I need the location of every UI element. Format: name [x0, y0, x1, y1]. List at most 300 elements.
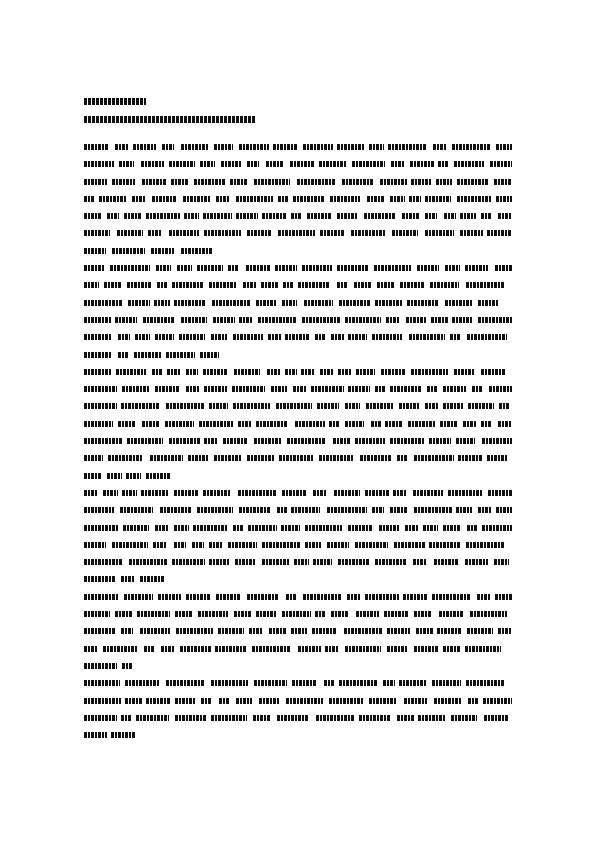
word-block: [155, 525, 168, 531]
word-block: [375, 386, 385, 392]
word-block: [175, 698, 195, 704]
word-block: [304, 300, 333, 306]
word-block: [448, 490, 482, 496]
word-block: [166, 403, 204, 409]
word-block: [141, 490, 169, 496]
word-block: [221, 161, 242, 167]
word-block: [124, 594, 153, 600]
text-line: [84, 248, 512, 254]
word-block: [399, 680, 426, 686]
word-block: [285, 369, 297, 375]
word-block: [460, 213, 476, 219]
word-block: [477, 594, 490, 600]
word-block: [126, 473, 141, 479]
word-block: [375, 559, 407, 565]
word-block: [303, 144, 333, 150]
word-block: [123, 525, 149, 531]
word-block: [291, 507, 320, 513]
word-block: [331, 334, 344, 340]
word-block: [271, 386, 287, 392]
word-block: [258, 317, 296, 323]
word-block: [481, 213, 492, 219]
word-block: [410, 161, 434, 167]
word-block: [121, 576, 134, 582]
word-block: [175, 715, 206, 721]
word-block: [431, 317, 448, 323]
word-block: [215, 646, 247, 652]
word-block: [344, 628, 383, 634]
word-block: [183, 196, 211, 202]
word-block: [169, 161, 195, 167]
word-block: [200, 161, 215, 167]
word-block: [146, 698, 171, 704]
word-block: [456, 507, 472, 513]
word-block: [444, 213, 456, 219]
word-block: [320, 230, 345, 236]
word-block: [414, 455, 454, 461]
word-block: [498, 213, 512, 219]
word-block: [425, 230, 454, 236]
word-block: [281, 525, 300, 531]
word-block: [456, 438, 475, 444]
word-block: [498, 421, 512, 427]
word-block: [172, 559, 205, 565]
word-block: [443, 525, 461, 531]
word-block: [345, 403, 360, 409]
word-block: [174, 300, 206, 306]
paragraph: [84, 680, 512, 738]
word-block: [337, 265, 369, 271]
word-block: [181, 317, 207, 323]
word-block: [432, 680, 461, 686]
word-block: [325, 646, 338, 652]
word-block: [399, 403, 419, 409]
word-block: [295, 421, 325, 427]
word-block: [364, 213, 396, 219]
word-block: [384, 611, 408, 617]
word-block: [137, 611, 170, 617]
word-block: [356, 611, 379, 617]
word-block: [213, 317, 235, 323]
word-block: [84, 334, 112, 340]
word-block: [209, 559, 229, 565]
word-block: [155, 386, 179, 392]
document-body: [84, 144, 512, 749]
word-block: [404, 698, 427, 704]
word-block: [434, 559, 459, 565]
word-block: [256, 611, 277, 617]
word-block: [84, 161, 114, 167]
text-line: [84, 455, 512, 461]
word-block: [107, 473, 122, 479]
word-block: [429, 542, 461, 548]
text-line: [84, 421, 512, 427]
word-block: [356, 369, 375, 375]
word-block: [393, 490, 407, 496]
word-block: [407, 300, 438, 306]
word-block: [277, 715, 309, 721]
word-block: [452, 144, 491, 150]
word-block: [142, 179, 166, 185]
word-block: [119, 161, 134, 167]
word-block: [338, 559, 369, 565]
word-block: [120, 507, 153, 513]
word-block: [397, 715, 414, 721]
word-block: [239, 317, 253, 323]
word-block: [273, 144, 298, 150]
word-block: [423, 525, 438, 531]
word-block: [112, 248, 145, 254]
word-block: [282, 611, 311, 617]
word-block: [437, 628, 461, 634]
word-block: [465, 265, 488, 271]
word-block: [490, 161, 512, 167]
word-block: [193, 525, 227, 531]
word-block: [465, 646, 501, 652]
word-block: [154, 300, 170, 306]
word-block: [290, 161, 314, 167]
word-block: [359, 715, 391, 721]
word-block: [84, 300, 122, 306]
word-block: [152, 369, 162, 375]
word-block: [313, 559, 332, 565]
word-block: [278, 230, 315, 236]
word-block: [228, 542, 257, 548]
word-block: [460, 230, 483, 236]
word-block: [425, 196, 451, 202]
word-block: [482, 525, 512, 531]
word-block: [167, 369, 181, 375]
word-block: [211, 680, 248, 686]
word-block: [209, 403, 228, 409]
word-block: [192, 542, 204, 548]
text-line: [84, 732, 512, 738]
word-block: [454, 161, 484, 167]
word-block: [203, 213, 232, 219]
word-block: [146, 213, 180, 219]
word-block: [413, 490, 443, 496]
word-block: [319, 455, 354, 461]
word-block: [84, 179, 107, 185]
word-block: [186, 594, 211, 600]
word-block: [197, 507, 233, 513]
word-block: [262, 542, 300, 548]
word-block: [334, 490, 360, 496]
word-block: [390, 196, 405, 202]
word-block: [118, 334, 130, 340]
word-block: [496, 144, 512, 150]
word-block: [174, 490, 199, 496]
word-block: [402, 213, 420, 219]
word-block: [417, 265, 439, 271]
word-block: [169, 230, 199, 236]
word-block: [188, 455, 208, 461]
word-block: [365, 490, 389, 496]
word-block: [248, 525, 277, 531]
word-block: [499, 403, 509, 409]
word-block: [121, 628, 133, 634]
word-block: [369, 144, 384, 150]
word-block: [445, 265, 460, 271]
word-block: [400, 282, 425, 288]
word-block: [292, 680, 317, 686]
word-block: [266, 161, 283, 167]
text-line: [84, 576, 512, 582]
text-line: [84, 144, 512, 150]
word-block: [286, 698, 323, 704]
word-block: [127, 438, 163, 444]
word-block: [337, 144, 364, 150]
word-block: [291, 213, 301, 219]
word-block: [369, 698, 397, 704]
word-block: [84, 490, 97, 496]
word-block: [216, 196, 230, 202]
word-block: [84, 438, 122, 444]
word-block: [146, 473, 171, 479]
word-block: [103, 646, 138, 652]
word-block: [413, 559, 427, 565]
word-block: [337, 282, 348, 288]
word-block: [392, 230, 418, 236]
word-block: [339, 680, 377, 686]
word-block: [161, 646, 175, 652]
word-block: [214, 144, 233, 150]
word-block: [153, 542, 167, 548]
word-block: [128, 300, 150, 306]
word-block: [166, 680, 204, 686]
word-block: [285, 334, 310, 340]
word-block: [279, 455, 313, 461]
text-line: [84, 490, 512, 496]
word-block: [243, 282, 256, 288]
word-block: [84, 611, 110, 617]
text-line: [84, 352, 512, 358]
word-block: [467, 525, 477, 531]
word-block: [445, 300, 473, 306]
word-block: [317, 403, 339, 409]
word-block: [352, 161, 385, 167]
word-block: [301, 369, 315, 375]
word-block: [259, 698, 280, 704]
word-block: [84, 455, 103, 461]
word-block: [315, 334, 325, 340]
word-block: [203, 490, 231, 496]
word-block: [218, 628, 244, 634]
word-block: [406, 317, 426, 323]
word-block: [239, 507, 270, 513]
word-block: [203, 369, 228, 375]
word-block: [166, 352, 195, 358]
word-block: [416, 628, 433, 634]
text-line: [84, 542, 512, 548]
word-block: [122, 490, 137, 496]
word-block: [293, 386, 306, 392]
word-block: [204, 386, 227, 392]
word-block: [418, 715, 445, 721]
word-block: [436, 179, 452, 185]
word-block: [84, 628, 115, 634]
word-block: [487, 230, 512, 236]
word-block: [463, 421, 476, 427]
word-block: [211, 334, 227, 340]
word-block: [277, 507, 287, 513]
word-block: [348, 386, 370, 392]
word-block: [286, 594, 297, 600]
word-block: [466, 542, 504, 548]
text-line: [84, 230, 512, 236]
word-block: [122, 663, 133, 669]
word-block: [239, 144, 269, 150]
word-block: [414, 507, 452, 513]
word-block: [156, 265, 171, 271]
word-block: [84, 542, 106, 548]
text-line: [84, 680, 512, 686]
word-block: [390, 438, 424, 444]
word-block: [371, 421, 381, 427]
word-block: [430, 282, 459, 288]
word-block: [84, 680, 120, 686]
word-block: [180, 646, 211, 652]
text-line: [84, 300, 512, 306]
word-block: [160, 507, 192, 513]
word-block: [360, 455, 391, 461]
word-block: [305, 542, 321, 548]
word-block: [200, 352, 219, 358]
word-block: [247, 230, 271, 236]
word-block: [388, 144, 426, 150]
word-block: [329, 698, 364, 704]
text-line: [84, 698, 512, 704]
word-block: [337, 213, 357, 219]
word-block: [345, 646, 381, 652]
word-block: [324, 680, 334, 686]
word-block: [397, 455, 408, 461]
word-block: [496, 196, 512, 202]
text-line: [84, 507, 512, 513]
word-block: [351, 230, 385, 236]
word-block: [129, 559, 167, 565]
word-block: [135, 334, 150, 340]
word-block: [329, 421, 340, 427]
word-block: [204, 438, 218, 444]
word-block: [186, 386, 199, 392]
word-block: [84, 473, 102, 479]
word-block: [186, 369, 198, 375]
word-block: [121, 715, 131, 721]
word-block: [385, 421, 402, 427]
word-block: [252, 646, 291, 652]
text-line: [84, 282, 512, 288]
word-block: [144, 646, 155, 652]
word-block: [414, 646, 438, 652]
word-block: [282, 490, 307, 496]
word-block: [494, 559, 509, 565]
word-block: [84, 663, 117, 669]
word-block: [169, 438, 200, 444]
word-block: [482, 438, 512, 444]
word-block: [365, 594, 399, 600]
word-block: [267, 369, 280, 375]
word-block: [467, 334, 507, 340]
word-block: [468, 403, 494, 409]
word-block: [110, 265, 150, 271]
word-block: [411, 179, 431, 185]
paragraph: [84, 144, 512, 254]
word-block: [433, 144, 447, 150]
word-block: [374, 265, 411, 271]
word-block: [115, 144, 128, 150]
word-block: [390, 386, 422, 392]
word-block: [254, 438, 281, 444]
word-block: [354, 282, 372, 288]
word-block: [112, 542, 148, 548]
word-block: [439, 611, 463, 617]
word-block: [212, 300, 251, 306]
word-block: [134, 352, 162, 358]
word-block: [379, 525, 400, 531]
word-block: [216, 594, 240, 600]
text-line: [84, 438, 512, 444]
word-block: [104, 282, 122, 288]
word-block: [84, 403, 117, 409]
word-block: [84, 213, 102, 219]
word-block: [283, 282, 294, 288]
word-block: [230, 179, 248, 185]
word-block: [148, 230, 162, 236]
word-block: [452, 317, 473, 323]
text-line: [84, 196, 512, 202]
text-line: [84, 559, 512, 565]
word-block: [468, 698, 479, 704]
word-block: [367, 196, 384, 202]
word-block: [84, 525, 118, 531]
word-block: [276, 403, 312, 409]
word-block: [320, 369, 333, 375]
word-block: [198, 611, 228, 617]
text-line: [84, 161, 512, 167]
word-block: [386, 317, 399, 323]
word-block: [209, 542, 222, 548]
word-block: [484, 715, 508, 721]
word-block: [117, 230, 143, 236]
word-block: [330, 196, 360, 202]
word-block: [495, 265, 512, 271]
paragraph: [84, 490, 512, 582]
word-block: [302, 265, 332, 271]
paragraph: [84, 369, 512, 479]
word-block: [197, 265, 223, 271]
paragraph: [84, 265, 512, 357]
word-block: [294, 559, 309, 565]
word-block: [466, 680, 505, 686]
word-block: [125, 680, 160, 686]
word-block: [234, 369, 260, 375]
word-block: [311, 386, 344, 392]
word-block: [181, 248, 213, 254]
word-block: [84, 698, 121, 704]
word-block: [298, 646, 321, 652]
word-block: [249, 628, 262, 634]
word-block: [383, 680, 395, 686]
text-line: [84, 213, 512, 219]
word-block: [155, 334, 174, 340]
word-block: [115, 611, 133, 617]
word-block: [174, 525, 189, 531]
word-block: [107, 213, 119, 219]
word-block: [84, 715, 117, 721]
word-block: [84, 732, 107, 738]
word-block: [298, 282, 330, 288]
